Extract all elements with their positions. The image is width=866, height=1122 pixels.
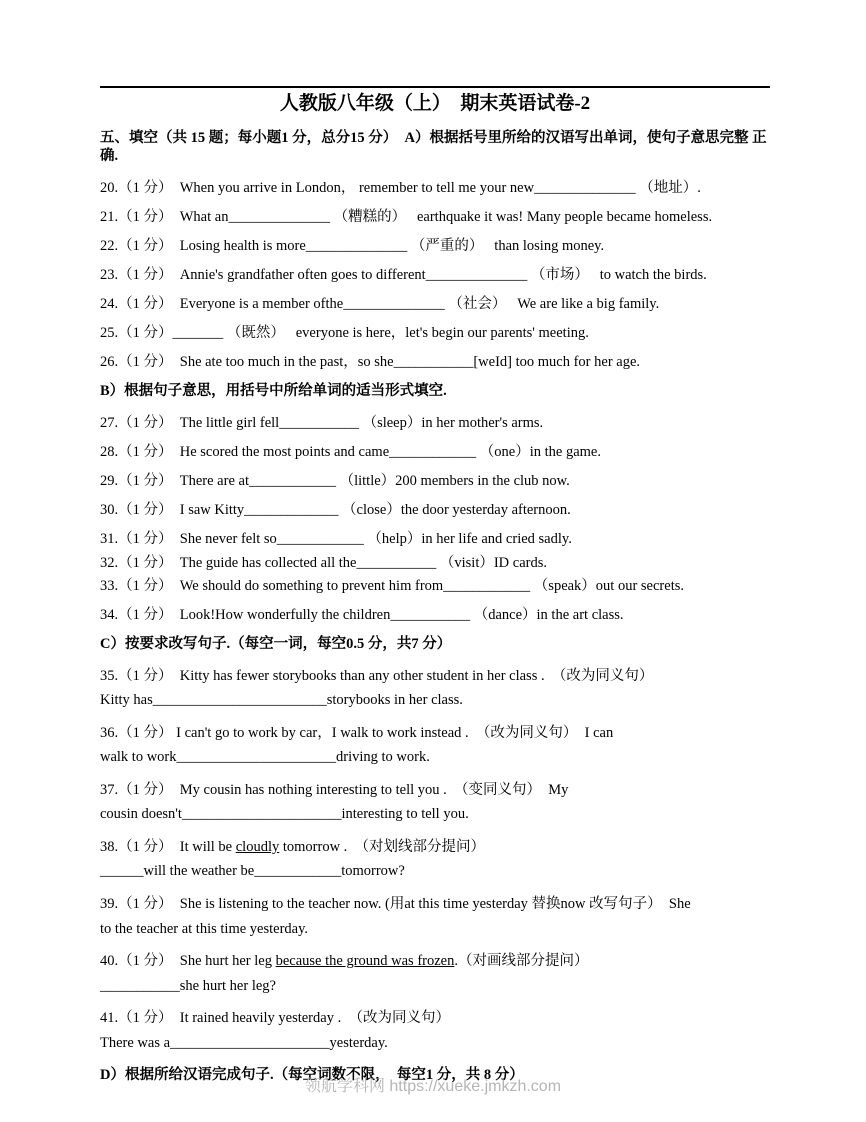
- question-41-line2: There was a______________________yesterday.: [100, 1034, 388, 1051]
- section-c-header: C）按要求改写句子.（每空一词，每空0.5 分，共7 分）: [100, 636, 452, 653]
- question-26: 26.（1 分） She ate too much in the past，so she___________[weId] too much for her age.: [100, 354, 641, 371]
- question-36-line2: walk to work______________________driving to work.: [100, 749, 430, 766]
- q40-text-pre: 40.（1 分） She hurt her leg: [100, 953, 276, 970]
- section-a-header: 五、填空（共 15 题；每小题1 分，总分15 分） A）根据括号里所给的汉语写出单词，使句子意思完整 正确.: [100, 129, 767, 165]
- top-rule: [100, 86, 770, 88]
- question-39-line2: to the teacher at this time yesterday.: [100, 920, 309, 937]
- q40-underlined-text: because the ground was frozen: [275, 953, 455, 970]
- question-25: 25.（1 分）_______ （既然） everyone is here，let's begin our parents' meeting.: [100, 325, 589, 342]
- page-title: 人教版八年级（上） 期末英语试卷-2: [279, 93, 591, 114]
- question-30: 30.（1 分） I saw Kitty_____________ （close）the door yesterday afternoon.: [100, 501, 571, 518]
- question-36-line1: 36.（1 分） I can't go to work by car，I walk to work instead . （改为同义句） I can: [100, 724, 614, 741]
- watermark: 领航学科网 https://xueke.jmkzh.com: [304, 1078, 562, 1095]
- question-38-line2: ______will the weather be____________tomorrow?: [100, 863, 405, 880]
- question-20: 20.（1 分） When you arrive in London， remember to tell me your new______________ （地址）.: [100, 179, 701, 196]
- question-39-line1: 39.（1 分） She is listening to the teacher now. (用at this time yesterday 替换now 改写句子） She: [100, 895, 691, 912]
- question-29: 29.（1 分） There are at____________ （little）200 members in the club now.: [100, 472, 570, 489]
- question-34: 34.（1 分） Look!How wonderfully the children___________ （dance）in the art class.: [100, 606, 624, 623]
- q38-text-pre: 38.（1 分） It will be: [100, 838, 236, 855]
- question-35-line2: Kitty has________________________storybooks in her class.: [100, 692, 463, 709]
- q38-underlined-text: cloudly: [235, 838, 280, 855]
- question-37-line2: cousin doesn't______________________interesting to tell you.: [100, 806, 469, 823]
- question-37-line1: 37.（1 分） My cousin has nothing interesting to tell you . （变同义句） My: [100, 781, 569, 798]
- question-27: 27.（1 分） The little girl fell___________ （sleep）in her mother's arms.: [100, 414, 544, 431]
- question-40-line1: [100, 952, 770, 971]
- question-23: 23.（1 分） Annie's grandfather often goes to different______________ （市场） to watch the birds.: [100, 266, 707, 283]
- question-22: 22.（1 分） Losing health is more______________ （严重的） than losing money.: [100, 237, 605, 254]
- q40-text-post: .（对画线部分提问）: [454, 953, 589, 970]
- section-b-header: B）根据句子意思，用括号中所给单词的适当形式填空.: [100, 383, 447, 400]
- question-35-line1: 35.（1 分） Kitty has fewer storybooks than any other student in her class . （改为同义句）: [100, 667, 654, 684]
- question-33: 33.（1 分） We should do something to prevent him from____________ （speak）out our secrets.: [100, 577, 684, 594]
- question-41-line1: 41.（1 分） It rained heavily yesterday . （改为同义句）: [100, 1010, 450, 1027]
- question-24: 24.（1 分） Everyone is a member ofthe______________ （社会） We are like a big family.: [100, 295, 660, 312]
- question-31: 31.（1 分） She never felt so____________ （help）in her life and cried sadly.: [100, 530, 572, 547]
- section-d-header: D）根据所给汉语完成句子.（每空词数不限， 每空1 分，共 8 分）: [100, 1067, 524, 1084]
- question-40-line2: ___________she hurt her leg?: [100, 977, 276, 994]
- question-32: 32.（1 分） The guide has collected all the___________ （visit）ID cards.: [100, 555, 547, 572]
- question-38-line1: [100, 838, 770, 857]
- question-28: 28.（1 分） He scored the most points and came____________ （one）in the game.: [100, 443, 601, 460]
- q38-text-post: tomorrow . （对划线部分提问）: [279, 838, 486, 855]
- question-21: 21.（1 分） What an______________ （糟糕的） earthquake it was! Many people became homeless.: [100, 208, 713, 225]
